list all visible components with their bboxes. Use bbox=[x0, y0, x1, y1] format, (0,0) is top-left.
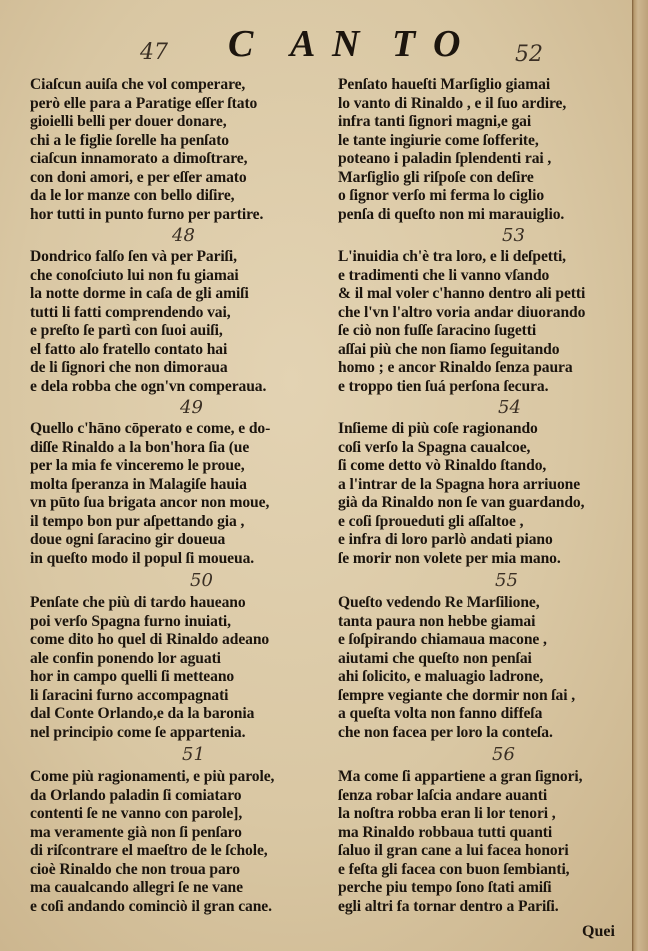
page-number-left: 47 bbox=[140, 40, 168, 65]
verse-line: Inſieme di più coſe ragionando bbox=[338, 420, 538, 437]
stanza-number: 53 bbox=[502, 225, 525, 246]
verse-line: aſſai più che non ſiamo ſeguitando bbox=[338, 340, 560, 358]
stanza-number: 51 bbox=[182, 744, 205, 765]
verse-line: Ciaſcun auiſa che vol comperare, bbox=[30, 76, 246, 93]
verse-line: il tempo bon pur aſpettando gia , bbox=[30, 512, 245, 530]
verse-line: ſaluo il gran cane a lui facea honori bbox=[338, 842, 569, 859]
stanza-number: 50 bbox=[190, 570, 213, 591]
verse-line: a l'intrar de la Spagna hora arriuone bbox=[338, 475, 581, 493]
verse-line: vn pūto ſua brigata ancor non moue, bbox=[30, 494, 270, 511]
verse-line: gioielli belli per douer donare, bbox=[30, 113, 227, 130]
verse-line: Queſto vedendo Re Marſilione, bbox=[338, 594, 540, 611]
stanza-number: 54 bbox=[498, 397, 521, 418]
verse-line: e coſi ſproueduti gli aſſaltoe , bbox=[338, 512, 524, 530]
verse-line: per la mia fe vinceremo le proue, bbox=[30, 457, 245, 474]
verse-line: ma veramente già non ſi penſaro bbox=[30, 823, 242, 841]
verse-line: e coſi andando cominciò il gran cane. bbox=[30, 897, 272, 915]
verse-line: infra tanti ſignori magni,e gai bbox=[338, 113, 532, 130]
verse-line: ciaſcun innamorato a dimoſtrare, bbox=[30, 150, 248, 167]
verse-line: di riſcontrare el maeſtro de le ſchole, bbox=[30, 842, 268, 859]
verse-line: Dondrico falſo ſen và per Pariſi, bbox=[30, 248, 237, 265]
verse-line: poteano i paladin ſplendenti rai , bbox=[338, 150, 552, 167]
stanza bbox=[30, 76, 263, 224]
verse-line: egli altri fa tornar dentro a Pariſi. bbox=[338, 897, 559, 915]
verse-line: nel principio come ſe appartenia. bbox=[30, 723, 246, 741]
verse-line: chi a le figlie ſorelle ha penſato bbox=[30, 131, 230, 149]
verse-line: però elle para a Paratige eſſer ſtato bbox=[30, 94, 258, 112]
verse-line: dal Conte Orlando,e da la baronia bbox=[30, 705, 255, 722]
verse-line: da le lor manze con bello diſire, bbox=[30, 187, 235, 204]
verse-line: doue ogni ſaracino gir doueua bbox=[30, 531, 226, 548]
verse-line: ma caualcando allegri ſe ne vane bbox=[30, 879, 243, 896]
verse-line: Come più ragionamenti, e più parole, bbox=[30, 768, 275, 785]
verse-line: ſe ciò non fuſſe ſaracino ſugetti bbox=[338, 322, 537, 339]
verse-line: contenti ſe ne vanno con parole], bbox=[30, 805, 243, 822]
verse-line: hor in campo quelli ſi metteano bbox=[30, 668, 235, 685]
verse-line: hor tutti in punto furno per partire. bbox=[30, 205, 264, 223]
verse-line: tutti li fatti comprendendo vai, bbox=[30, 303, 231, 321]
running-title-letter: N bbox=[332, 23, 362, 65]
verse-line: penſa di queſto non mi marauiglio. bbox=[338, 205, 565, 223]
verse-line: ma Rinaldo robbaua tutti quanti bbox=[338, 823, 553, 841]
stanza bbox=[338, 768, 582, 916]
running-title-letter: A bbox=[290, 23, 318, 65]
verse-line: le tante ingiurie come ſofferite, bbox=[338, 131, 539, 149]
verse-line: & il mal voler c'hanno dentro ali petti bbox=[338, 285, 586, 302]
verse-line: la noſtra robba eran li lor tenori , bbox=[338, 805, 556, 822]
verse-line: che conoſciuto lui non fu giamai bbox=[30, 266, 239, 284]
verse-line: ahi ſolicito, e maluagio ladrone, bbox=[338, 668, 544, 685]
stanza bbox=[30, 594, 269, 742]
verse-line: li ſaracini furno accompagnati bbox=[30, 686, 229, 704]
verse-line: da Orlando paladin ſi comiataro bbox=[30, 786, 242, 804]
stanza-number: 49 bbox=[180, 397, 203, 418]
verse-line: e infra di loro parlò andati piano bbox=[338, 531, 553, 548]
running-title-letter: T bbox=[392, 23, 418, 65]
verse-line: e tradimenti che li vanno vſando bbox=[338, 266, 550, 284]
stanza bbox=[338, 420, 584, 568]
stanza bbox=[30, 248, 266, 396]
verse-line: perche piu tempo ſono ſtati amiſi bbox=[338, 879, 552, 896]
verse-line: tanta paura non hebbe giamai bbox=[338, 612, 536, 630]
page-number-right: 52 bbox=[515, 42, 543, 67]
verse-line: ſempre vegiante che dormir non ſai , bbox=[338, 686, 576, 704]
verse-line: homo ; e ancor Rinaldo ſenza paura bbox=[338, 359, 573, 376]
facing-page-edge bbox=[632, 0, 648, 951]
verse-line: ſe morir non volete per mia mano. bbox=[338, 549, 561, 567]
verse-line: poi verſo Spagna furno inuiati, bbox=[30, 612, 231, 630]
verse-line: e troppo tien ſuá perſona ſecura. bbox=[338, 377, 549, 395]
verse-line: molta ſperanza in Malagiſe hauia bbox=[30, 475, 247, 493]
verse-line: e dela robba che ogn'vn comperaua. bbox=[30, 377, 267, 395]
verse-line: coſi verſo la Spagna caualcoe, bbox=[338, 438, 531, 456]
verse-line: o ſignor verſo mi ferma lo ciglio bbox=[338, 187, 545, 204]
verse-line: Marſiglio gli riſpoſe con deſire bbox=[338, 168, 534, 186]
stanza bbox=[30, 768, 274, 916]
verse-line: ſi come detto vò Rinaldo ſtando, bbox=[338, 457, 547, 474]
verse-line: cioè Rinaldo che non troua paro bbox=[30, 860, 240, 878]
verse-line: la notte dorme in caſa de gli amiſi bbox=[30, 285, 249, 302]
stanza-number: 48 bbox=[172, 225, 195, 246]
verse-line: aiutami che queſto non penſai bbox=[338, 649, 532, 667]
verse-line: Penſate che più di tardo haueano bbox=[30, 594, 246, 611]
stanza-number: 55 bbox=[495, 570, 518, 591]
running-title-letter: O bbox=[433, 23, 463, 65]
verse-line: in queſto modo il popul ſi moueua. bbox=[30, 549, 255, 567]
verse-line: a queſta volta non fanno diffeſa bbox=[338, 705, 543, 722]
stanza bbox=[338, 594, 575, 742]
verse-line: come dito ho quel di Rinaldo adeano bbox=[30, 631, 270, 648]
verse-line: Quello c'hāno cōperato e come, e do- bbox=[30, 420, 271, 437]
verse-line: e ſoſpirando chiamaua macone , bbox=[338, 631, 547, 648]
verse-line: Ma come ſi appartiene a gran ſignori, bbox=[338, 768, 583, 785]
running-title-letter: C bbox=[228, 23, 256, 65]
stanza bbox=[30, 420, 270, 568]
verse-line: L'inuidia ch'è tra loro, e li deſpetti, bbox=[338, 248, 566, 265]
verse-line: e feſta gli facea con buon ſembianti, bbox=[338, 860, 570, 878]
verse-line: lo vanto di Rinaldo , e il ſuo ardire, bbox=[338, 94, 567, 112]
verse-line: el fatto alo fratello contato hai bbox=[30, 340, 228, 358]
verse-line: ale confin ponendo lor aguati bbox=[30, 649, 221, 667]
catchword: Quei bbox=[582, 923, 615, 940]
stanza bbox=[338, 76, 566, 224]
verse-line: e preſto ſe partì con ſuoi auiſi, bbox=[30, 322, 223, 339]
verse-line: diſſe Rinaldo a la bon'hora ſia (ue bbox=[30, 438, 250, 456]
verse-line: Penſato haueſti Marſiglio giamai bbox=[338, 76, 551, 93]
verse-line: che l'vn l'altro voria andar diuorando bbox=[338, 303, 586, 321]
stanza-number: 56 bbox=[492, 744, 515, 765]
stanza bbox=[338, 248, 585, 396]
verse-line: già da Rinaldo non ſe van guardando, bbox=[338, 494, 585, 511]
verse-line: che non facea per loro la conteſa. bbox=[338, 723, 553, 741]
verse-line: de li ſignori che non dimoraua bbox=[30, 359, 228, 376]
verse-line: con doni amori, e per eſſer amato bbox=[30, 168, 247, 186]
verse-line: ſenza robar laſcia andare auanti bbox=[338, 786, 548, 804]
